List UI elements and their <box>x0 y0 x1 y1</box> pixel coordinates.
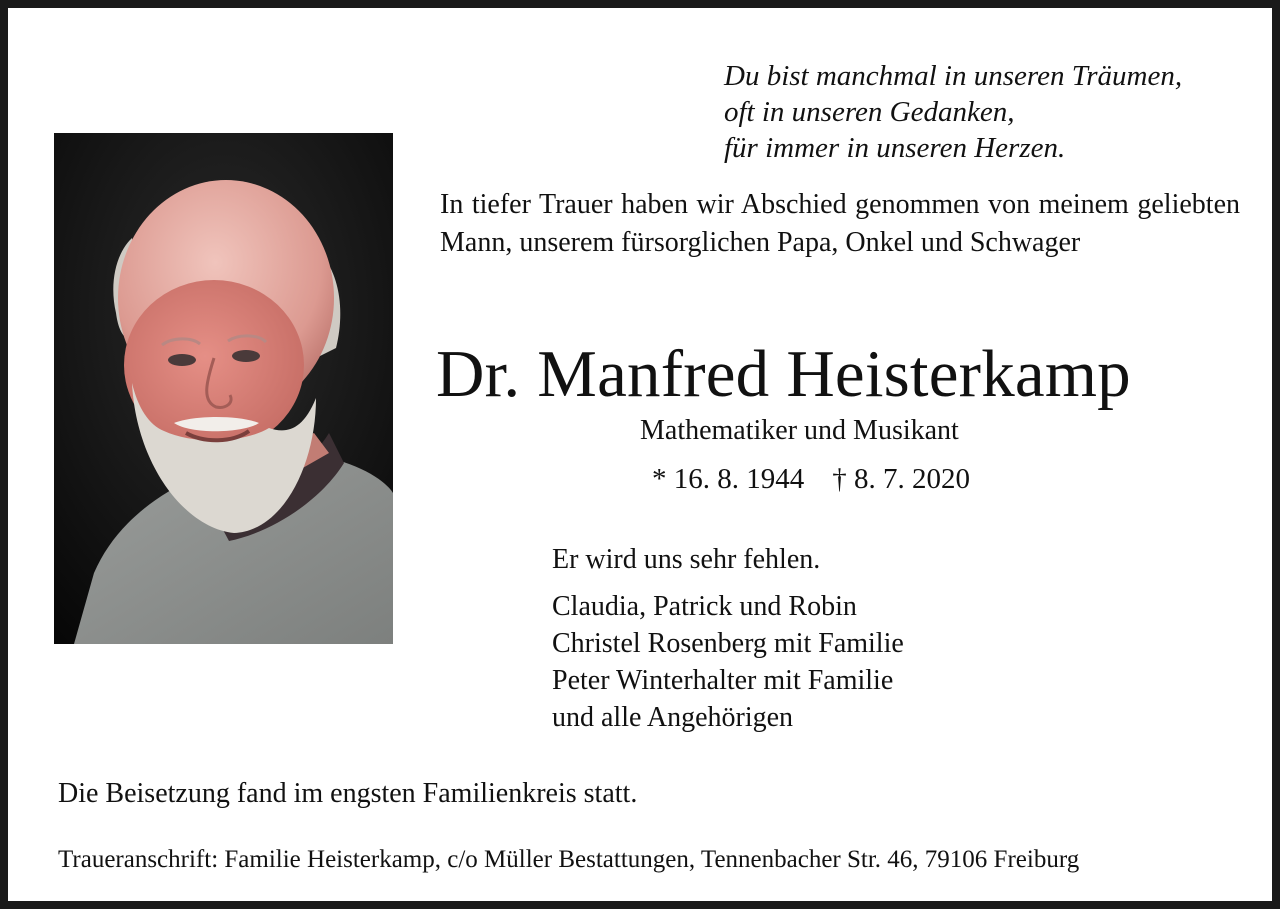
mourner-line: Peter Winterhalter mit Familie <box>552 665 894 696</box>
poem-line: für immer in unseren Herzen. <box>724 132 1066 164</box>
portrait-illustration <box>54 133 393 644</box>
deceased-profession: Mathematiker und Musikant <box>640 415 959 446</box>
portrait-photo <box>54 133 393 644</box>
birth-date: * 16. 8. 1944 <box>652 463 805 495</box>
mourner-line: Claudia, Patrick und Robin <box>552 591 857 622</box>
burial-note: Die Beisetzung fand im engsten Familienkreis statt. <box>58 778 638 809</box>
closing-line: Er wird uns sehr fehlen. <box>552 544 821 575</box>
mourners-list <box>552 588 904 736</box>
deceased-name: Dr. Manfred Heisterkamp <box>436 337 1131 411</box>
memorial-poem <box>724 58 1264 166</box>
announcement-text: In tiefer Trauer haben wir Abschied genommen von meinem geliebten Mann, unserem fürsorglichen Papa, Onkel und Schwager <box>440 189 1240 258</box>
life-dates <box>652 460 970 498</box>
condolence-address: Traueranschrift: Familie Heisterkamp, c/o Müller Bestattungen, Tennenbacher Str. 46, 79106 Freiburg <box>58 846 1080 873</box>
death-date: † 8. 7. 2020 <box>832 463 970 495</box>
poem-line: Du bist manchmal in unseren Träumen, <box>724 60 1183 92</box>
poem-line: oft in unseren Gedanken, <box>724 96 1015 128</box>
mourner-line: Christel Rosenberg mit Familie <box>552 628 904 659</box>
mourner-line: und alle Angehörigen <box>552 702 794 733</box>
